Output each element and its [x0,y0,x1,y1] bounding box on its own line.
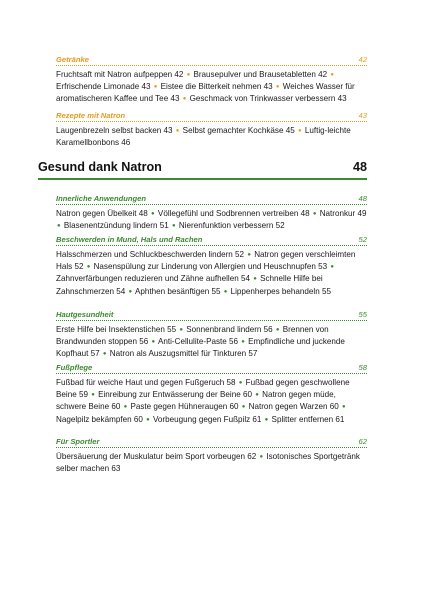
bullet-separator-icon: ● [186,72,191,78]
bullet-separator-icon: ● [91,392,95,399]
toc-entry: Eistee die Bitterkeit nehmen 43 [160,82,273,92]
section-page-number: 62 [358,437,367,446]
section-entries [56,249,367,298]
section-title: Hautgesundheit [56,310,114,319]
bullet-separator-icon: ● [238,380,243,386]
toc-entry: Nierenfunktion verbessern 52 [178,221,285,231]
bullet-separator-icon: ● [223,288,228,295]
toc-entry: Völlegefühl und Sodbrennen vertreiben 48 [157,209,310,218]
bullet-separator-icon: ● [241,404,246,411]
section-hautgesundheit [56,310,367,361]
toc-entry: Isotonisches Sportgetränk selber machen 63 [56,452,360,474]
toc-entry: Natron als Auszugsmittel für Tinkturen 57 [109,349,258,359]
section-entries [56,451,367,474]
section-rezepte [56,111,367,148]
chapter-heading [38,160,367,180]
toc-entry: Natron gegen verschleimten Hals 52 [56,250,356,272]
toc-entry: Empfindliche und juckende Kopfhaut 57 [56,337,345,359]
bullet-separator-icon: ● [247,252,251,258]
bullet-separator-icon: ● [57,223,61,230]
toc-entry: Nagelpilz bekämpfen 60 [56,414,143,424]
toc-entry: Schnelle Hilfe bei Zahnschmerzen 54 [56,274,323,296]
bullet-separator-icon: ● [151,211,155,217]
bullet-separator-icon: ● [275,84,280,91]
toc-entry: Natron gegen Warzen 60 [248,402,339,412]
toc-entry: Anti-Cellulite-Paste 56 [157,337,239,347]
bullet-separator-icon: ● [146,416,150,423]
section-header [56,363,367,374]
section-title: Getränke [56,55,89,64]
toc-entry: Erste Hilfe bei Insektenstichen 55 [56,325,177,334]
bullet-separator-icon: ● [102,351,107,358]
bullet-separator-icon: ● [151,339,156,346]
bullet-separator-icon: ● [297,128,302,134]
toc-entry: Luftig-leichte Karamellbonbons 46 [56,126,351,148]
chapter-title: Gesund dank Natron [38,160,162,174]
section-page-number: 42 [358,55,367,64]
bullet-separator-icon: ● [175,128,180,134]
bullet-separator-icon: ● [255,392,259,399]
toc-entry: Natron gegen Übelkeit 48 [56,209,148,218]
toc-entry: Natron gegen müde, schwere Beine 60 [56,390,336,412]
toc-entry: Fußbad gegen geschwollene Beine 59 [56,378,350,400]
section-header [56,194,367,205]
section-page-number: 58 [358,363,367,372]
bullet-separator-icon: ● [128,288,133,295]
toc-entry: Sonnenbrand lindern 56 [186,325,273,334]
section-title: Innerliche Anwendungen [56,194,147,203]
bullet-separator-icon: ● [153,84,158,91]
section-entries [56,208,367,232]
section-header [56,310,367,321]
section-title: Für Sportler [56,437,100,446]
section-getraenke [56,55,367,106]
bullet-separator-icon: ● [182,96,187,103]
bullet-separator-icon: ● [264,416,269,423]
section-page-number: 48 [358,194,367,203]
toc-entry: Erfrischende Limonade 43 [56,82,151,92]
toc-entry: Lippenherpes behandeln 55 [230,286,331,296]
section-header [56,55,367,66]
bullet-separator-icon: ● [123,404,128,411]
bullet-separator-icon: ● [86,264,91,271]
toc-entry: Übersäuerung der Muskulatur beim Sport vorbeugen 62 [56,452,257,461]
chapter-page-number: 48 [352,160,367,174]
toc-entry: Halsschmerzen und Schluckbeschwerden lindern 52 [56,250,245,259]
toc-entry: Natronkur 49 [319,209,367,218]
bullet-separator-icon: ● [259,454,264,460]
bullet-separator-icon: ● [330,264,334,271]
section-header [56,111,367,122]
section-entries [56,125,367,148]
bullet-separator-icon: ● [179,327,183,333]
toc-entry: Weiches Wasser für aromatischeren Kaffee und Tee 43 [56,82,355,104]
toc-entry: Nasenspülung zur Linderung von Allergien und Heuschnupfen 53 [93,262,328,272]
section-header [56,437,367,448]
toc-entry: Selbst gemachter Kochkäse 45 [182,126,295,135]
section-page-number: 43 [358,111,367,120]
bullet-separator-icon: ● [312,211,317,217]
toc-entry: Brennen von Brandwunden stoppen 56 [56,325,329,347]
toc-entry: Brausepulver und Brausetabletten 42 [193,70,328,79]
section-title: Rezepte mit Natron [56,111,126,120]
bullet-separator-icon: ● [342,404,346,411]
bullet-separator-icon: ● [275,327,280,333]
toc-entry: Splitter entfernen 61 [271,414,345,424]
bullet-separator-icon: ● [253,276,257,283]
toc-entry: Blasenentzündung lindern 51 [63,221,169,231]
bullet-separator-icon: ● [171,223,176,230]
toc-entry: Vorbeugung gegen Fußpilz 61 [152,414,262,424]
section-title: Fußpflege [56,363,93,372]
section-entries [56,69,367,106]
toc-entry: Fruchtsaft mit Natron aufpeppen 42 [56,70,184,79]
toc-entry: Zahnverfärbungen reduzieren und Zähne aufhellen 54 [56,274,250,284]
bullet-separator-icon: ● [330,72,334,78]
toc-entry: Einreibung zur Entwässerung der Beine 60 [98,390,252,400]
bullet-separator-icon: ● [241,339,245,346]
toc-entry: Aphthen besänftigen 55 [134,286,221,296]
section-entries [56,324,367,361]
toc-entry: Fußbad für weiche Haut und gegen Fußgeruch 58 [56,378,236,387]
section-page-number: 52 [358,235,367,244]
section-page-number: 55 [358,310,367,319]
toc-entry: Geschmack von Trinkwasser verbessern 43 [189,94,347,104]
section-entries [56,377,367,426]
toc-entry: Laugenbrezeln selbst backen 43 [56,126,173,135]
section-mund-hals-rachen [56,235,367,298]
section-header [56,235,367,246]
section-innerliche [56,194,367,232]
toc-entry: Paste gegen Hühneraugen 60 [130,402,239,412]
section-fuer-sportler [56,437,367,474]
section-fusspflege [56,363,367,426]
section-title: Beschwerden in Mund, Hals und Rachen [56,235,203,244]
